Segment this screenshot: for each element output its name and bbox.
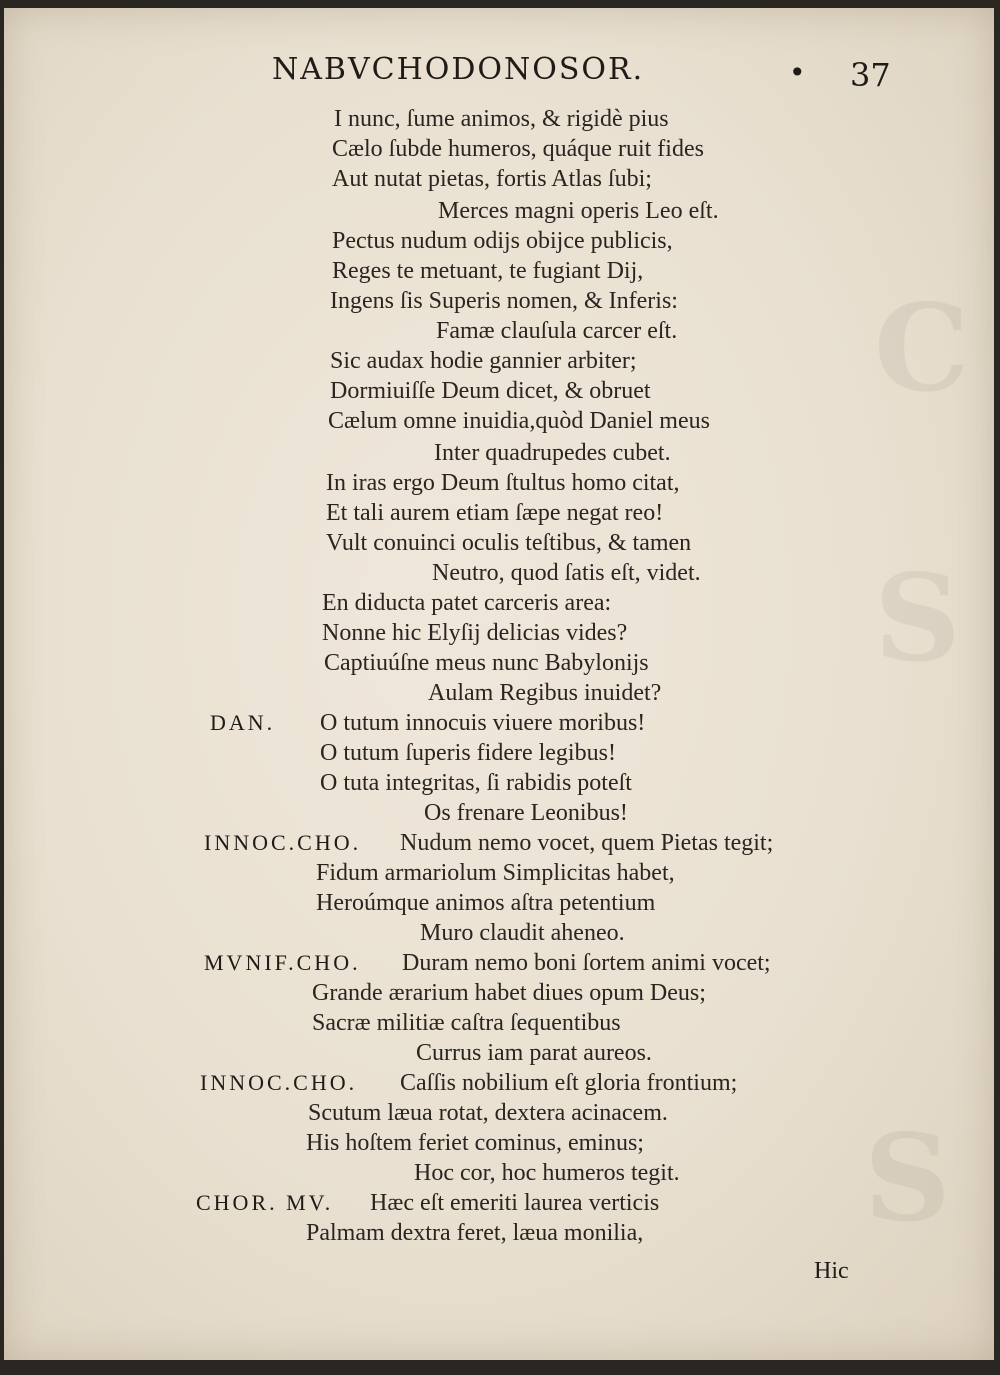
verse-line: Heroúmque animos aſtra petentium xyxy=(316,890,656,916)
verse-line: Hæc eſt emeriti laurea verticis xyxy=(370,1190,660,1216)
verse-line: Hoc cor, hoc humeros tegit. xyxy=(414,1160,680,1186)
book-page xyxy=(4,8,994,1360)
verse-line: Famæ clauſula carcer eſt. xyxy=(436,318,678,344)
verse-line: O tutum ſuperis fidere legibus! xyxy=(320,740,616,766)
show-through-letter: S xyxy=(874,548,961,689)
verse-line: I nunc, ſume animos, & rigidè pius xyxy=(334,106,669,132)
verse-line: Pectus nudum odijs obijce publicis, xyxy=(332,228,673,254)
verse-line: Cælum omne inuidia,quòd Daniel meus xyxy=(328,408,710,434)
show-through-letter: S xyxy=(864,1108,951,1249)
speaker-label: INNOC.CHO. xyxy=(200,1070,358,1095)
verse-line: Nonne hic Elyſij delicias vides? xyxy=(322,620,628,646)
verse-line: Merces magni operis Leo eſt. xyxy=(438,198,719,224)
verse-line: Inter quadrupedes cubet. xyxy=(434,440,671,466)
verse-line: Os frenare Leonibus! xyxy=(424,800,628,826)
verse-line: Ingens ſis Superis nomen, & Inferis: xyxy=(330,288,678,314)
verse-line: Cælo ſubde humeros, quáque ruit fides xyxy=(332,136,704,162)
speaker-label: INNOC.CHO. xyxy=(204,830,362,855)
speaker-label: CHOR. MV. xyxy=(196,1190,334,1215)
verse-line: Et tali aurem etiam ſæpe negat reo! xyxy=(326,500,664,526)
verse-line: En diducta patet carceris area: xyxy=(322,590,612,616)
verse-line: Nudum nemo vocet, quem Pietas tegit; xyxy=(400,830,774,856)
page-number: 37 xyxy=(850,56,891,94)
verse-line: In iras ergo Deum ſtultus homo citat, xyxy=(326,470,680,496)
verse-line: Sacræ militiæ caſtra ſequentibus xyxy=(312,1010,621,1036)
verse-line: Scutum læua rotat, dextera acinacem. xyxy=(308,1100,668,1126)
verse-line: Reges te metuant, te fugiant Dij, xyxy=(332,258,644,284)
verse-line: Aulam Regibus inuidet? xyxy=(428,680,662,706)
verse-line: Vult conuinci oculis teſtibus, & tamen xyxy=(326,530,692,556)
verse-line: Neutro, quod ſatis eſt, videt. xyxy=(432,560,701,586)
verse-line: Currus iam parat aureos. xyxy=(416,1040,652,1066)
verse-line: Sic audax hodie gannier arbiter; xyxy=(330,348,637,374)
verse-line: Muro claudit aheneo. xyxy=(420,920,625,946)
verse-line: Captiuúſne meus nunc Babylonijs xyxy=(324,650,649,676)
show-through-letter: C xyxy=(874,278,970,419)
verse-line: Aut nutat pietas, fortis Atlas ſubi; xyxy=(332,166,652,192)
verse-line: Palmam dextra feret, læua monilia, xyxy=(306,1220,644,1246)
speaker-label: MVNIF.CHO. xyxy=(204,950,361,975)
speaker-label: DAN. xyxy=(210,710,276,735)
verse-line: Grande ærarium habet diues opum Deus; xyxy=(312,980,706,1006)
catchword: Hic xyxy=(814,1258,849,1284)
running-header: NABVCHODONOSOR. xyxy=(272,52,645,87)
verse-line: Dormiuiſſe Deum dicet, & obruet xyxy=(330,378,651,404)
verse-line: His hoſtem feriet cominus, eminus; xyxy=(306,1130,644,1156)
verse-line: O tuta integritas, ſi rabidis poteſt xyxy=(320,770,632,796)
verse-line: O tutum innocuis viuere moribus! xyxy=(320,710,646,736)
verse-line: Duram nemo boni ſortem animi vocet; xyxy=(402,950,771,976)
header-dot: • xyxy=(789,56,806,89)
verse-line: Fidum armariolum Simplicitas habet, xyxy=(316,860,675,886)
verse-line: Caſſis nobilium eſt gloria frontium; xyxy=(400,1070,738,1096)
